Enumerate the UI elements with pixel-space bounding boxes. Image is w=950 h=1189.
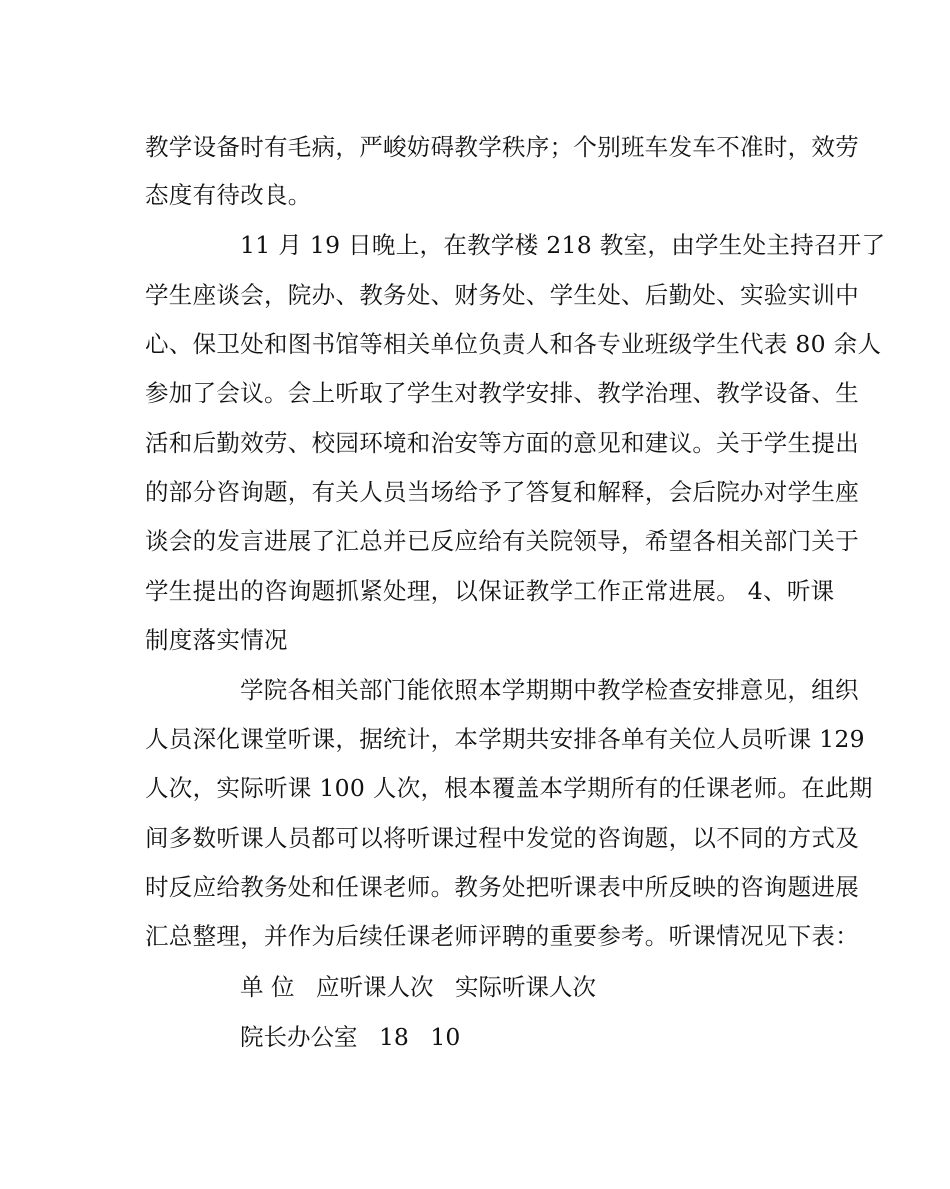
paragraph-line: 活和后勤效劳、校园环境和治安等方面的意见和建议。关于学生提出 [145, 429, 859, 457]
paragraph-line: 的部分咨询题，有关人员当场给予了答复和解释，会后院办对学生座 [145, 478, 859, 506]
paragraph-line: 11 月 19 日晚上，在教学楼 218 教室，由学生处主持召开了 [240, 231, 886, 259]
table-cell-actual: 10 [430, 1023, 461, 1051]
paragraph-line: 教学设备时有毛病，严峻妨碍教学秩序；个别班车发车不准时，效劳 [145, 133, 859, 161]
paragraph-line: 汇总整理，并作为后续任课老师评聘的重要参考。听课情况见下表： [145, 922, 859, 950]
paragraph-line: 人员深化课堂听课，据统计，本学期共安排各单有关位人员听课 129 [145, 725, 865, 753]
table-cell-planned: 18 [378, 1023, 409, 1051]
table-row [240, 1022, 460, 1052]
paragraph-line: 态度有待改良。 [145, 181, 312, 209]
paragraph-line: 间多数听课人员都可以将听课过程中发觉的咨询题，以不同的方式及 [145, 824, 859, 852]
table-cell-unit: 院长办公室 [240, 1023, 358, 1051]
paragraph-line: 学院各相关部门能依照本学期期中教学检查安排意见，组织 [240, 676, 859, 704]
paragraph-line: 学生提出的咨询题抓紧处理，以保证教学工作正常进展。 4、听课 [145, 577, 835, 605]
table-header-unit: 单 位 [240, 973, 295, 1001]
paragraph-line: 制度落实情况 [145, 626, 288, 654]
table-header-planned: 应听课人次 [315, 973, 434, 1001]
paragraph-line: 时反应给教务处和任课老师。教务处把听课表中所反映的咨询题进展 [145, 873, 859, 901]
paragraph-line: 参加了会议。会上听取了学生对教学安排、教学治理、教学设备、生 [145, 379, 859, 407]
paragraph-line: 心、保卫处和图书馆等相关单位负责人和各专业班级学生代表 80 余人 [145, 330, 882, 358]
table-header-row [240, 972, 596, 1002]
paragraph-line: 学生座谈会，院办、教务处、财务处、学生处、后勤处、实验实训中 [145, 281, 859, 309]
paragraph-line: 人次，实际听课 100 人次，根本覆盖本学期所有的任课老师。在此期 [145, 774, 873, 802]
table-header-actual: 实际听课人次 [454, 973, 596, 1001]
paragraph-line: 谈会的发言进展了汇总并已反应给有关院领导，希望各相关部门关于 [145, 527, 859, 555]
